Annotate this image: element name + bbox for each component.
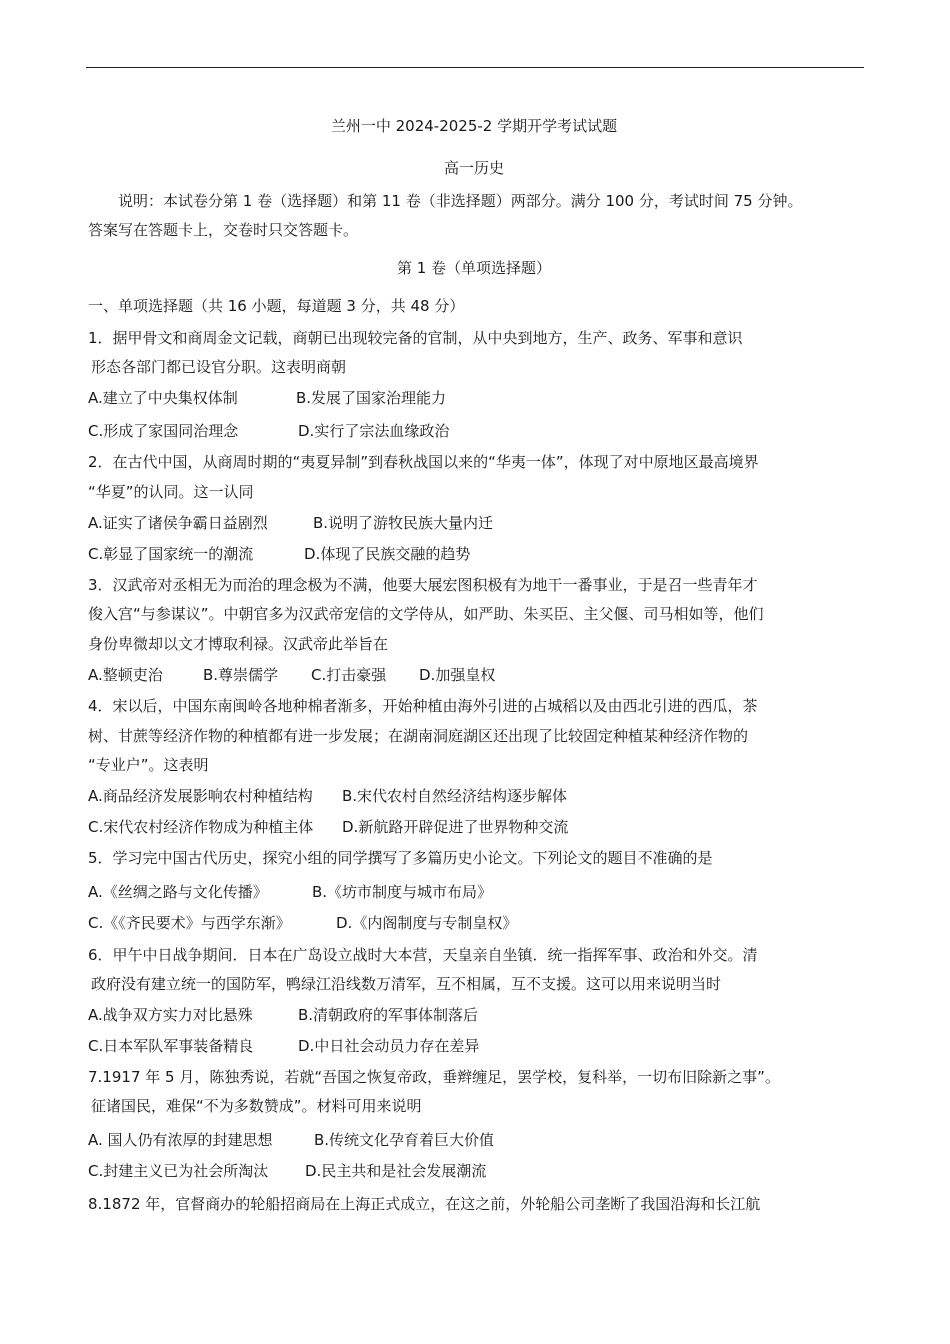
instructions-line-1: 说明：本试卷分第 1 卷（选择题）和第 11 卷（非选择题）两部分。满分 100 分，考试时间 75 分钟。: [118, 192, 803, 210]
question-5-option-a[interactable]: A.《丝绸之路与文化传播》: [88, 883, 268, 901]
question-5-option-d[interactable]: D.《内阁制度与专制皇权》: [336, 914, 518, 932]
question-7-options-row-1: [88, 1129, 494, 1151]
question-3-option-c[interactable]: C.打击豪强: [311, 666, 387, 684]
question-7-option-a[interactable]: A. 国人仍有浓厚的封建思想: [88, 1131, 273, 1149]
question-6-options-row-1: [88, 1004, 478, 1026]
question-3-stem-line-2: 俊入宫“与参谋议”。中朝官多为汉武帝宠信的文学侍从，如严助、朱买臣、主父偃、司马相如等，他们: [88, 605, 764, 623]
question-6-stem-line-2: 政府没有建立统一的国防军，鸭绿江沿线数万清军，互不相属，互不支援。这可以用来说明当时: [91, 975, 722, 993]
question-2-option-d[interactable]: D.体现了民族交融的趋势: [304, 545, 471, 563]
question-1-options-row-1: [88, 387, 446, 409]
question-4-options-row-2: [88, 816, 568, 838]
exam-title: 兰州一中 2024-2025-2 学期开学考试试题: [330, 117, 618, 135]
question-2-option-a[interactable]: A.证实了诸侯争霸日益剧烈: [88, 514, 268, 532]
section-heading: 一、单项选择题（共 16 小题，每道题 3 分，共 48 分）: [88, 297, 465, 315]
question-7-option-c[interactable]: C.封建主义已为社会所淘汰: [88, 1162, 269, 1180]
question-1-stem-line-1: 1．据甲骨文和商周金文记载，商朝已出现较完备的官制，从中央到地方，生产、政务、军事和意识: [88, 329, 743, 347]
question-1-option-a[interactable]: A.建立了中央集权体制: [88, 389, 238, 407]
question-7-stem-line-1: 7.1917 年 5 月，陈独秀说，若就“吾国之恢复帝政，垂辫缠足，罢学校，复科举，一切布旧除新之事”。: [88, 1068, 780, 1086]
question-8-stem-line-1: 8.1872 年，官督商办的轮船招商局在上海正式成立，在这之前，外轮船公司垄断了我国沿海和长江航: [88, 1195, 761, 1213]
question-6-option-d[interactable]: D.中日社会动员力存在差异: [298, 1037, 480, 1055]
question-4-options-row-1: [88, 785, 567, 807]
question-3-options-row: [88, 664, 495, 686]
header-rule: [86, 67, 864, 68]
question-5-options-row-2: [88, 912, 517, 934]
question-2-stem-line-1: 2．在古代中国，从商周时期的“夷夏异制”到春秋战国以来的“华夷一体”，体现了对中原地区最高境界: [88, 453, 759, 471]
question-5-options-row-1: [88, 881, 492, 903]
question-3-option-b[interactable]: B.尊崇儒学: [203, 666, 279, 684]
question-4-option-d[interactable]: D.新航路开辟促进了世界物种交流: [342, 818, 569, 836]
question-5-option-c[interactable]: C.《《齐民要术》与西学东渐》: [88, 914, 291, 932]
question-7-option-b[interactable]: B.传统文化孕育着巨大价值: [314, 1131, 495, 1149]
question-6-stem-line-1: 6．甲午中日战争期间．日本在广岛设立战时大本营，天皇亲自坐镇．统一指挥军事、政治和外交。清: [88, 946, 758, 964]
question-6-option-c[interactable]: C.日本军队军事装备精良: [88, 1037, 254, 1055]
question-1-option-c[interactable]: C.形成了家国同治理念: [88, 422, 239, 440]
question-5-stem: 5．学习完中国古代历史，探究小组的同学撰写了多篇历史小论文。下列论文的题目不准确的是: [88, 849, 713, 867]
question-3-stem-line-1: 3．汉武帝对丞相无为而治的理念极为不满，他要大展宏图积极有为地干一番事业，于是召一些青年才: [88, 576, 758, 594]
question-1-option-d[interactable]: D.实行了宗法血缘政治: [298, 422, 450, 440]
question-4-stem-line-2: 树、甘蔗等经济作物的种植都有进一步发展；在湖南洞庭湖区还出现了比较固定种植某种经济作物的: [88, 727, 749, 745]
question-1-stem-line-2: 形态各部门都已设官分职。这表明商朝: [91, 358, 347, 376]
instructions-line-2: 答案写在答题卡上，交卷时只交答题卡。: [88, 221, 359, 239]
question-4-option-c[interactable]: C.宋代农村经济作物成为种植主体: [88, 818, 314, 836]
question-1-options-row-2: [88, 420, 449, 442]
question-4-option-b[interactable]: B.宋代农村自然经济结构逐步解体: [342, 787, 568, 805]
part-title: 第 1 卷（单项选择题）: [396, 259, 552, 277]
question-7-stem-line-2: 征诸国民，难保“不为多数赞成”。材料可用来说明: [91, 1097, 422, 1115]
question-6-option-a[interactable]: A.战争双方实力对比悬殊: [88, 1006, 253, 1024]
question-3-stem-line-3: 身份卑微却以文才博取利禄。汉武帝此举旨在: [88, 635, 389, 653]
question-4-stem-line-1: 4．宋以后，中国东南闽岭各地种棉者渐多，开始种植由海外引进的占城稻以及由西北引进的西瓜，茶: [88, 697, 758, 715]
question-2-option-b[interactable]: B.说明了游牧民族大量内迁: [313, 514, 494, 532]
question-7-option-d[interactable]: D.民主共和是社会发展潮流: [305, 1162, 487, 1180]
question-2-option-c[interactable]: C.彰显了国家统一的潮流: [88, 545, 254, 563]
question-3-option-a[interactable]: A.整顿吏治: [88, 666, 163, 684]
question-3-option-d[interactable]: D.加强皇权: [419, 666, 496, 684]
question-1-option-b[interactable]: B.发展了国家治理能力: [296, 389, 447, 407]
question-6-options-row-2: [88, 1035, 479, 1057]
question-5-option-b[interactable]: B.《坊市制度与城市布局》: [312, 883, 493, 901]
question-7-options-row-2: [88, 1160, 486, 1182]
question-4-stem-line-3: “专业户”。这表明: [88, 756, 209, 774]
question-4-option-a[interactable]: A.商品经济发展影响农村种植结构: [88, 787, 313, 805]
question-6-option-b[interactable]: B.清朝政府的军事体制落后: [298, 1006, 479, 1024]
question-2-options-row-2: [88, 543, 470, 565]
exam-subject: 高一历史: [443, 159, 504, 177]
question-2-stem-line-2: “华夏”的认同。这一认同: [88, 483, 254, 501]
question-2-options-row-1: [88, 512, 493, 534]
